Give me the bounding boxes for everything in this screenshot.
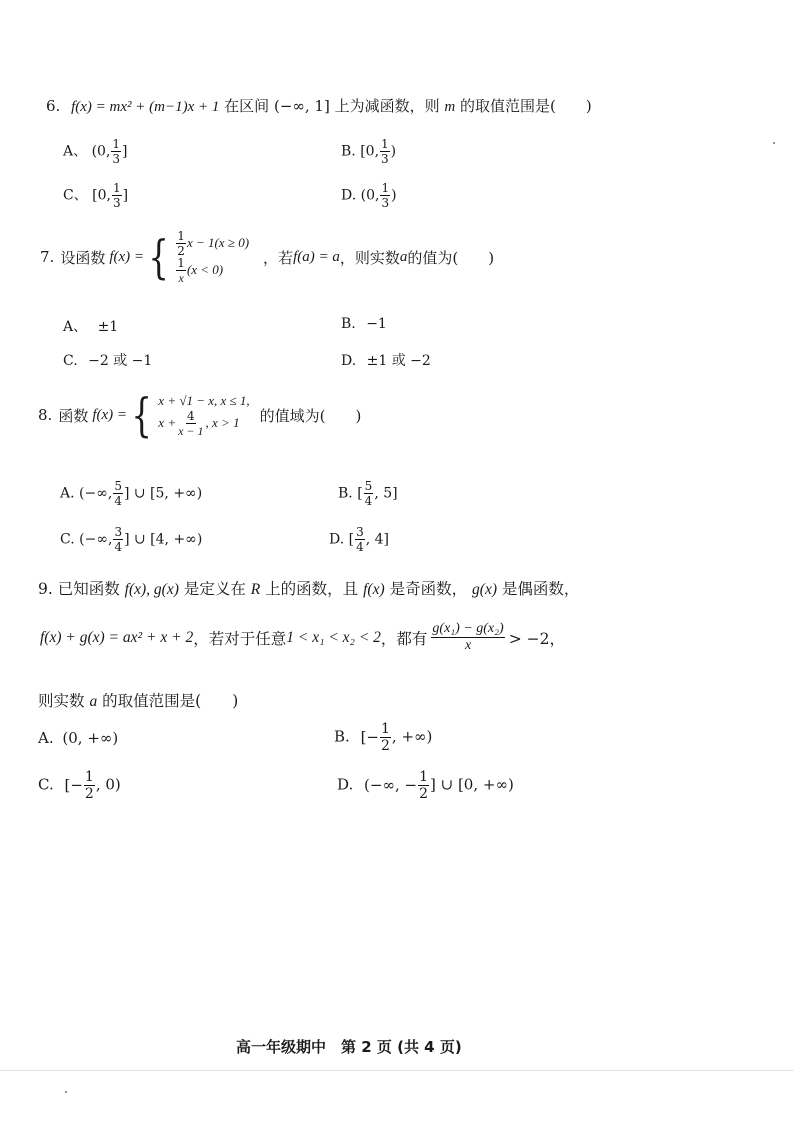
numerator: 1 bbox=[177, 229, 185, 243]
scan-speck bbox=[65, 1091, 67, 1093]
option-text: −2 或 −1 bbox=[88, 353, 153, 369]
option-label: D. bbox=[337, 775, 354, 794]
denominator: 3 bbox=[381, 152, 389, 166]
brace: { bbox=[148, 230, 169, 284]
q7-option-c bbox=[63, 350, 152, 370]
q6-option-d bbox=[341, 182, 397, 209]
denominator: 2 bbox=[381, 738, 390, 754]
option-text: ) bbox=[391, 187, 397, 204]
q6-option-b bbox=[341, 138, 396, 165]
variable: a bbox=[399, 248, 408, 265]
option-text: ) bbox=[390, 143, 397, 160]
option-text: ±1 bbox=[97, 319, 119, 335]
stem-text: 的取值范围是( ) bbox=[460, 97, 592, 115]
function-expression: f(x) = mx² + (m−1)x + 1 bbox=[71, 99, 220, 115]
inequality: 1 < x₁ < x₂ < 2 bbox=[286, 628, 381, 646]
question-number: 6. bbox=[46, 97, 61, 115]
variable: a bbox=[89, 693, 98, 710]
option-text: (0, bbox=[91, 143, 111, 160]
option-label: D. bbox=[329, 531, 345, 548]
option-text: ] ∪ [4, +∞) bbox=[124, 531, 203, 548]
stem-text: 上为减函数，则 bbox=[334, 97, 440, 115]
stem-text: ，若对于任意 bbox=[193, 629, 287, 648]
denominator: 2 bbox=[84, 786, 94, 802]
stem-text: ，若 bbox=[263, 248, 294, 267]
case-expression: x + bbox=[158, 414, 177, 430]
stem-text: 的取值范围是( ) bbox=[102, 692, 239, 710]
q9-option-d bbox=[337, 770, 514, 801]
option-text: (0, bbox=[360, 187, 380, 204]
option-text: ] ∪ [5, +∞) bbox=[123, 485, 203, 502]
numerator: 5 bbox=[114, 479, 122, 493]
denominator: 2 bbox=[419, 786, 428, 802]
q6-option-c bbox=[63, 182, 128, 209]
cases bbox=[175, 230, 249, 284]
question-6-stem bbox=[46, 95, 592, 116]
stem-text: 上的函数，且 bbox=[265, 580, 359, 598]
option-text: ] ∪ [0, +∞) bbox=[430, 775, 514, 794]
option-label: C. bbox=[60, 531, 75, 548]
question-number: 7. bbox=[40, 248, 55, 266]
denominator: 4 bbox=[364, 494, 373, 508]
numerator: 1 bbox=[84, 769, 94, 785]
function-names: f(x), g(x) bbox=[124, 581, 179, 598]
numerator: 1 bbox=[381, 721, 390, 737]
difference-quotient bbox=[431, 622, 504, 653]
fraction bbox=[355, 526, 365, 553]
question-7-stem bbox=[40, 230, 494, 284]
fraction bbox=[176, 230, 186, 257]
numerator: 4 bbox=[186, 408, 195, 423]
q9-option-b bbox=[334, 722, 432, 753]
option-text: , 4] bbox=[365, 531, 390, 548]
function-f: f(x) bbox=[363, 581, 385, 598]
denominator: 4 bbox=[114, 540, 123, 554]
option-label: A. bbox=[38, 729, 54, 747]
fraction bbox=[380, 722, 391, 753]
stem-text: 的值为( ) bbox=[407, 248, 495, 267]
stem-text: 则实数 bbox=[38, 692, 85, 710]
numerator: 5 bbox=[364, 479, 373, 493]
fraction bbox=[112, 182, 122, 209]
case-2 bbox=[175, 257, 249, 284]
fraction bbox=[84, 770, 95, 801]
stem-text: 函数 bbox=[58, 406, 89, 425]
denominator: x bbox=[464, 638, 472, 653]
option-label: B. bbox=[341, 143, 356, 160]
case-1: x + √1 − x, x ≤ 1, bbox=[158, 393, 250, 409]
denominator: 4 bbox=[114, 494, 122, 508]
fraction bbox=[418, 770, 429, 801]
variable: m bbox=[444, 99, 456, 115]
case-expression: (x < 0) bbox=[186, 262, 224, 277]
stem-text: > −2， bbox=[508, 629, 565, 648]
denominator: 3 bbox=[381, 196, 390, 210]
option-label: C. bbox=[63, 353, 78, 369]
option-text: [ bbox=[348, 531, 355, 548]
q9-option-c bbox=[38, 770, 121, 801]
stem-text: 的值域为( ) bbox=[259, 406, 362, 425]
scan-speck bbox=[773, 142, 775, 144]
stem-text: 是偶函数， bbox=[501, 580, 580, 598]
function-name: f(x) = bbox=[92, 406, 128, 423]
option-text: [0, bbox=[92, 187, 111, 204]
option-label: A、 bbox=[63, 143, 88, 160]
option-text: (−∞, − bbox=[364, 775, 418, 794]
cases bbox=[158, 393, 249, 437]
option-text: (−∞, bbox=[79, 531, 113, 548]
equation: f(x) + g(x) = ax² + x + 2 bbox=[40, 628, 194, 646]
case-expression: x − 1(x ≥ 0) bbox=[186, 235, 250, 250]
stem-text: 是奇函数， bbox=[389, 580, 468, 598]
question-number: 8. bbox=[38, 406, 53, 424]
numerator: g(x₁) − g(x₂) bbox=[432, 621, 504, 636]
question-8-stem bbox=[38, 388, 362, 442]
option-label: B. bbox=[341, 316, 356, 332]
interval: (−∞, 1] bbox=[273, 97, 330, 115]
piecewise-function bbox=[127, 388, 250, 442]
option-label: A. bbox=[60, 485, 75, 502]
set-symbol: R bbox=[250, 581, 261, 598]
case-1 bbox=[175, 230, 249, 257]
question-9-line-1 bbox=[38, 577, 579, 599]
option-label: D. bbox=[341, 353, 357, 369]
option-label: A、 bbox=[63, 319, 88, 335]
function-name: f(x) = bbox=[109, 248, 145, 265]
numerator: 3 bbox=[114, 525, 123, 539]
q9-option-a bbox=[38, 729, 118, 747]
numerator: 1 bbox=[419, 769, 428, 785]
fraction bbox=[177, 410, 204, 437]
numerator: 1 bbox=[113, 181, 121, 195]
option-text: , 0) bbox=[95, 775, 121, 794]
option-text: −1 bbox=[366, 316, 387, 332]
option-text: (−∞, bbox=[79, 485, 113, 502]
question-9-line-3 bbox=[38, 689, 238, 711]
option-label: C、 bbox=[63, 187, 88, 204]
function-g: g(x) bbox=[472, 581, 497, 598]
q8-option-c bbox=[60, 526, 202, 553]
option-label: D. bbox=[341, 187, 357, 204]
q8-option-b bbox=[338, 480, 398, 507]
option-label: C. bbox=[38, 775, 54, 794]
brace: { bbox=[131, 388, 152, 442]
numerator: 1 bbox=[381, 137, 389, 151]
fraction bbox=[176, 257, 186, 284]
q7-option-b bbox=[341, 316, 387, 332]
stem-text: 设函数 bbox=[60, 248, 106, 267]
q6-option-a bbox=[63, 138, 128, 165]
option-text: , 5] bbox=[374, 485, 398, 502]
stem-text: ，则实数 bbox=[339, 248, 400, 267]
fraction bbox=[111, 138, 121, 165]
denominator: 4 bbox=[356, 540, 364, 554]
stem-text: 9. 已知函数 bbox=[38, 580, 120, 598]
numerator: 1 bbox=[112, 137, 121, 151]
fraction bbox=[113, 526, 123, 553]
page-footer: 高一年级期中 第 2 页 (共 4 页) bbox=[236, 1038, 462, 1056]
q7-option-a bbox=[63, 316, 118, 336]
denominator: x − 1 bbox=[178, 423, 204, 438]
q8-option-a bbox=[60, 480, 202, 507]
option-text: , +∞) bbox=[391, 727, 433, 746]
case-2 bbox=[158, 410, 249, 437]
denominator: 2 bbox=[177, 244, 185, 258]
fraction bbox=[380, 182, 390, 209]
option-label: B. bbox=[334, 727, 350, 746]
condition: f(a) = a bbox=[293, 248, 340, 265]
option-text: ] bbox=[122, 187, 129, 204]
option-text: [ bbox=[357, 485, 363, 502]
option-text: [0, bbox=[360, 143, 380, 160]
option-text: [− bbox=[360, 727, 379, 746]
fraction bbox=[364, 480, 374, 507]
option-text: [− bbox=[64, 775, 83, 794]
stem-text: ，都有 bbox=[380, 629, 428, 648]
numerator: 1 bbox=[177, 256, 185, 270]
piecewise-function bbox=[144, 230, 249, 284]
option-text: ] bbox=[122, 143, 128, 160]
denominator: 3 bbox=[112, 152, 121, 166]
case-expression: , x > 1 bbox=[205, 414, 240, 430]
option-label: B. bbox=[338, 485, 353, 502]
q8-option-d bbox=[329, 526, 389, 553]
option-text: (0, +∞) bbox=[62, 729, 119, 747]
denominator: x bbox=[178, 271, 184, 285]
stem-text: 是定义在 bbox=[183, 580, 246, 598]
numerator: 3 bbox=[356, 525, 364, 539]
option-text: ±1 或 −2 bbox=[366, 353, 431, 369]
denominator: 3 bbox=[113, 196, 121, 210]
scan-edge-line bbox=[0, 1070, 794, 1071]
numerator: 1 bbox=[381, 181, 390, 195]
fraction bbox=[380, 138, 390, 165]
stem-text: 在区间 bbox=[224, 97, 270, 115]
fraction bbox=[113, 480, 123, 507]
question-9-line-2 bbox=[40, 622, 565, 653]
q7-option-d bbox=[341, 350, 431, 370]
